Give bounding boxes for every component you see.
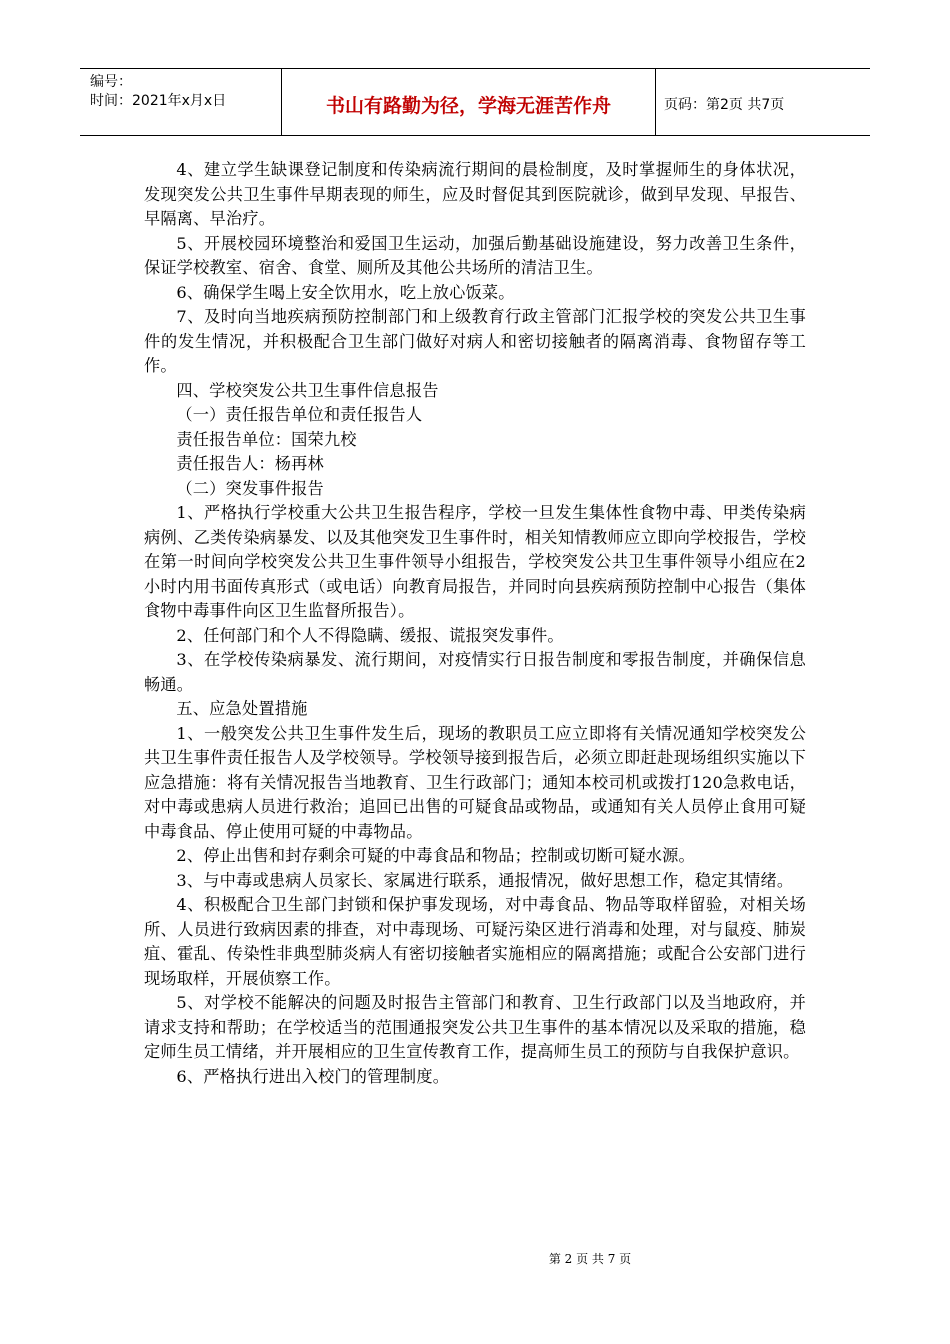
document-body: [144, 158, 806, 1089]
header-meta: [80, 69, 282, 135]
subsection-heading: （二）突发事件报告: [176, 478, 324, 498]
paragraph: 责任报告人：杨再林: [176, 454, 324, 473]
paragraph: 3、在学校传染病暴发、流行期间，对疫情实行日报告制度和零报告制度，并确保信息畅通。: [144, 650, 806, 694]
page-footer: 第 2 页 共 7 页: [548, 1252, 632, 1266]
paragraph: 4、积极配合卫生部门封锁和保护事发现场，对中毒食品、物品等取样留验，对相关场所、人员进行致病因素的排查，对中毒现场、可疑污染区进行消毒和处理，对与鼠疫、肺炭疽、霍乱、传染性非典型肺炎病人有密切接触者实施相应的隔离措施；或配合公安部门进行现场取样，开展侦察工作。: [144, 895, 806, 988]
paragraph: 责任报告单位：国荣九校: [176, 429, 357, 449]
paragraph: 6、严格执行进出入校门的管理制度。: [176, 1066, 450, 1086]
paragraph: 6、确保学生喝上安全饮用水，吃上放心饭菜。: [176, 282, 515, 302]
paragraph: 4、建立学生缺课登记制度和传染病流行期间的晨检制度，及时掌握师生的身体状况，发现突发公共卫生事件早期表现的师生，应及时督促其到医院就诊，做到早发现、早报告、早隔离、早治疗。: [144, 160, 806, 228]
section-heading: 四、学校突发公共卫生事件信息报告: [176, 380, 439, 400]
paragraph: 5、开展校园环境整治和爱国卫生运动，加强后勤基础设施建设，努力改善卫生条件，保证学校教室、宿舍、食堂、厕所及其他公共场所的清洁卫生。: [144, 233, 806, 277]
paragraph: 2、任何部门和个人不得隐瞒、缓报、谎报突发事件。: [176, 625, 564, 645]
paragraph: 2、停止出售和封存剩余可疑的中毒食品和物品；控制或切断可疑水源。: [176, 846, 695, 865]
document-number-label: 编号：: [90, 74, 132, 90]
page-header: [80, 68, 870, 136]
paragraph: 1、严格执行学校重大公共卫生报告程序，学校一旦发生集体性食物中毒、甲类传染病病例、乙类传染病暴发、以及其他突发卫生事件时，相关知情教师应立即向学校报告，学校在第一时间向学校突发公共卫生事件领导小组报告，学校突发公共卫生事件领导小组应在2小时内用书面传真形式（或电话）向教育局报告，并同时向县疾病预防控制中心报告（集体食物中毒事件向区卫生监督所报告）。: [144, 503, 806, 620]
header-motto: 书山有路勤为径，学海无涯苦作舟: [282, 69, 656, 135]
paragraph: 7、及时向当地疾病预防控制部门和上级教育行政主管部门汇报学校的突发公共卫生事件的发生情况，并积极配合卫生部门做好对病人和密切接触者的隔离消毒、食物留存等工作。: [144, 307, 806, 375]
header-page-info: 页码：第2页 共7页: [664, 97, 785, 113]
paragraph: 3、与中毒或患病人员家长、家属进行联系，通报情况，做好思想工作，稳定其情绪。: [176, 870, 794, 890]
paragraph: 1、一般突发公共卫生事件发生后，现场的教职员工应立即将有关情况通知学校突发公共卫生事件责任报告人及学校领导。学校领导接到报告后，必须立即赶赴现场组织实施以下应急措施：将有关情况报告当地教育、卫生行政部门；通知本校司机或拨打120急救电话，对中毒或患病人员进行救治；追回已出售的可疑食品或物品，或通知有关人员停止食用可疑中毒食品、停止使用可疑的中毒物品。: [144, 723, 806, 841]
section-heading: 五、应急处置措施: [176, 699, 308, 718]
paragraph: 5、对学校不能解决的问题及时报告主管部门和教育、卫生行政部门以及当地政府，并请求支持和帮助；在学校适当的范围通报突发公共卫生事件的基本情况以及采取的措施，稳定师生员工情绪，并开展相应的卫生宣传教育工作，提高师生员工的预防与自我保护意识。: [144, 993, 806, 1061]
subsection-heading: （一）责任报告单位和责任报告人: [176, 405, 423, 424]
document-time-label: 时间：2021年x月x日: [90, 93, 227, 109]
